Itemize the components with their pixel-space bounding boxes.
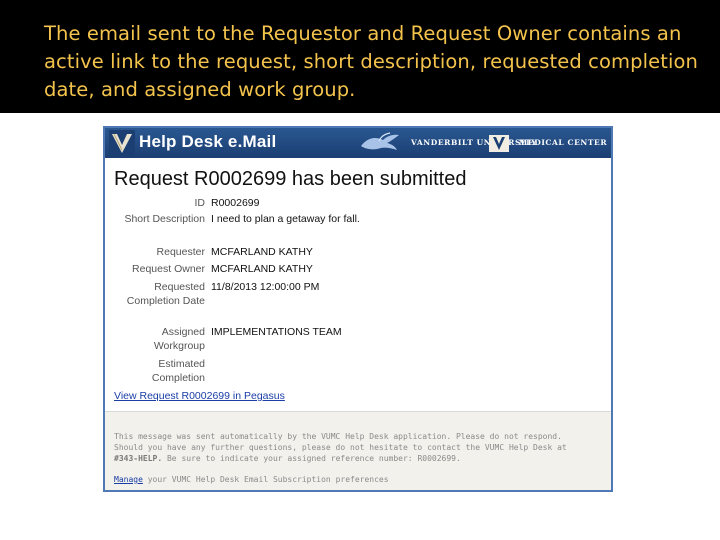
manage-text: your VUMC Help Desk Email Subscription preferences bbox=[142, 475, 389, 484]
vanderbilt-v-logo-icon bbox=[109, 130, 135, 156]
field-value-requested-completion-date: 11/8/2013 12:00:00 PM bbox=[211, 281, 320, 293]
request-heading: Request R0002699 has been submitted bbox=[114, 168, 467, 190]
field-label-assigned-workgroup bbox=[109, 325, 205, 353]
field-label-id: ID bbox=[194, 197, 205, 209]
email-screenshot bbox=[103, 126, 613, 492]
notice-line-3: Be sure to indicate your assigned reference number: R0002699. bbox=[162, 454, 461, 463]
field-label-assigned-workgroup-text: Assigned Workgroup bbox=[153, 326, 205, 352]
field-label-estimated-completion-text: Estimated Completion bbox=[151, 358, 205, 384]
email-banner bbox=[105, 128, 611, 158]
university-name: VANDERBILT UNIVERSITY bbox=[411, 138, 538, 147]
field-label-short-description bbox=[109, 212, 205, 226]
field-value-requester: MCFARLAND KATHY bbox=[211, 246, 313, 258]
field-label-short-description-text: Short Description bbox=[124, 213, 205, 225]
medical-center-name: MEDICAL CENTER bbox=[519, 138, 608, 147]
automated-notice bbox=[114, 431, 604, 464]
notice-line-1: This message was sent automatically by the VUMC Help Desk application. Please do not respond. bbox=[114, 432, 562, 441]
slide-title: The email sent to the Requestor and Request Owner contains an active link to the request, short description, requested completion date, and assigned work group. bbox=[44, 22, 698, 101]
view-request-link[interactable]: View Request R0002699 in Pegasus bbox=[114, 390, 285, 402]
subscription-preferences bbox=[114, 475, 389, 484]
field-value-short-description: I need to plan a getaway for fall. bbox=[211, 213, 360, 225]
field-label-estimated-completion bbox=[109, 357, 205, 385]
pegasus-icon bbox=[357, 132, 403, 154]
field-value-id: R0002699 bbox=[211, 197, 260, 209]
manage-link[interactable]: Manage bbox=[114, 475, 143, 484]
university-logo bbox=[411, 138, 609, 150]
help-phone: #343-HELP. bbox=[114, 454, 163, 463]
field-value-assigned-workgroup: IMPLEMENTATIONS TEAM bbox=[211, 326, 342, 338]
field-label-requester: Requester bbox=[156, 246, 205, 258]
field-label-request-owner: Request Owner bbox=[132, 263, 205, 275]
email-footer bbox=[105, 412, 611, 490]
field-label-requested-completion-date bbox=[109, 280, 205, 308]
notice-line-2: Should you have any further questions, please do not hesitate to contact the VUMC Help Desk at bbox=[114, 443, 567, 452]
field-value-request-owner: MCFARLAND KATHY bbox=[211, 263, 313, 275]
brand-title: Help Desk e.Mail bbox=[139, 132, 277, 151]
field-label-requested-completion-date-text: Requested Completion Date bbox=[126, 281, 205, 307]
vu-shield-icon bbox=[489, 135, 509, 152]
